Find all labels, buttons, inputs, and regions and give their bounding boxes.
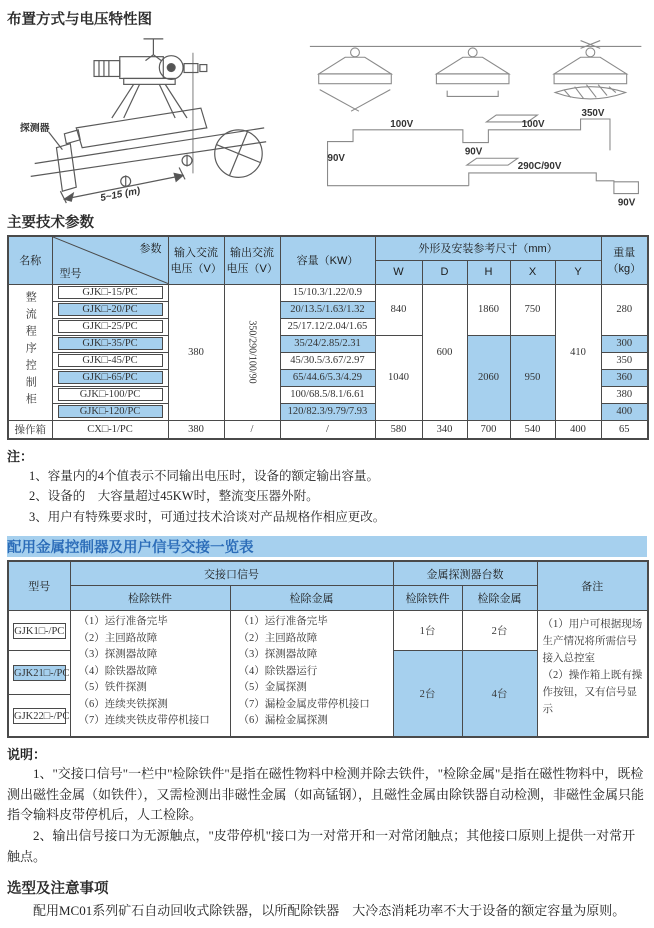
- dim-d-cell: 340: [422, 420, 467, 439]
- dim-y-cell: 400: [555, 420, 601, 439]
- signal-item: （1）运行准备完毕: [238, 616, 328, 628]
- col-header-dimensions: 外形及安装参考尺寸（mm）: [375, 236, 601, 260]
- dim-x-cell: 540: [510, 420, 555, 439]
- capacity-cell: 120/82.3/9.79/7.93: [280, 403, 375, 420]
- iron-signal-list: [70, 611, 230, 737]
- voltage-label: 100V: [521, 118, 545, 130]
- input-voltage-cell: 380: [168, 420, 224, 439]
- table-row: [8, 335, 648, 352]
- capacity-cell: 35/24/2.85/2.31: [280, 335, 375, 352]
- capacity-cell: 15/10.3/1.22/0.9: [280, 284, 375, 301]
- model-cell: GJK□-45/PC: [52, 352, 168, 369]
- note-item: 3、用户有特殊要求时，可通过技术洽谈对产品规格作相应更改。: [29, 509, 386, 524]
- metal-count-cell: 4台: [462, 651, 537, 737]
- model-cell: GJK□-25/PC: [52, 318, 168, 335]
- description-paragraph: 2、输出信号接口为无源触点，"皮带停机"接口为一对常开和一对常闭触点；其他接口原则上提供一对常开触点。: [7, 828, 636, 864]
- col-header-y: Y: [555, 260, 601, 284]
- col-header-remove-metal: 检除金属: [230, 586, 393, 611]
- col-header-h: H: [467, 260, 510, 284]
- col-header-name: 名称: [8, 236, 52, 284]
- capacity-cell: 100/68.5/8.1/6.61: [280, 386, 375, 403]
- signal-item: （4）除铁器故障: [78, 665, 158, 677]
- remark-item: （1）用户可根据现场生产情况将所需信号接入总控室: [542, 619, 643, 665]
- capacity-cell: 65/44.6/5.3/4.29: [280, 369, 375, 386]
- dim-w-cell: 840: [375, 284, 422, 335]
- voltage-profile-diagram: [304, 32, 647, 208]
- model-cell: GJK□-15/PC: [52, 284, 168, 301]
- col-header-model: 型号: [59, 267, 82, 280]
- capacity-cell: 45/30.5/3.67/2.97: [280, 352, 375, 369]
- table-row: [8, 284, 648, 301]
- model-cell: GJK22□-/PC: [8, 695, 70, 737]
- note-item: 2、设备的 大容量超过45KW时，整流变压器外附。: [29, 489, 319, 504]
- col-header-remove-iron: 检除铁件: [70, 586, 230, 611]
- voltage-label: 90V: [464, 146, 483, 158]
- section-title-selection: 选型及注意事项: [7, 880, 109, 897]
- metal-signal-list: [230, 611, 393, 737]
- dim-h-cell: 700: [467, 420, 510, 439]
- dim-h-cell: 1860: [467, 284, 510, 335]
- detector-label: 探测器: [19, 122, 50, 134]
- dim-x-cell: 950: [510, 335, 555, 420]
- col-header-remark: 备注: [537, 561, 648, 611]
- model-cell: CX□-1/PC: [52, 420, 168, 439]
- col-header-weight: 重量（kg）: [601, 236, 648, 284]
- capacity-cell: 25/17.12/2.04/1.65: [280, 318, 375, 335]
- span-dimension-label: 5~15 (m): [99, 185, 142, 204]
- signal-item: （3）探测器故障: [238, 649, 318, 661]
- remark-cell: [537, 611, 648, 737]
- group-name-cell: 整流程序控制柜: [8, 284, 52, 420]
- dim-w-cell: 1040: [375, 335, 422, 420]
- model-cell: GJK□-35/PC: [52, 335, 168, 352]
- iron-count-cell: 1台: [393, 611, 462, 651]
- col-header-capacity: 容量（KW）: [280, 236, 375, 284]
- model-cell: GJK□-65/PC: [52, 369, 168, 386]
- notes-list: [7, 466, 647, 527]
- remark-item: （2）操作箱上既有操作按钮，又有信号显示: [542, 670, 643, 716]
- model-cell: GJK□-20/PC: [52, 301, 168, 318]
- weight-cell: 300: [601, 335, 648, 352]
- section-title-parameters: 主要技术参数: [7, 215, 94, 231]
- signal-table: [7, 560, 649, 738]
- col-header-w: W: [375, 260, 422, 284]
- signal-item: （1）运行准备完毕: [78, 616, 168, 628]
- weight-cell: 350: [601, 352, 648, 369]
- section-title-layout: 布置方式与电压特性图: [7, 12, 152, 28]
- weight-cell: 400: [601, 403, 648, 420]
- col-header-param: 参数: [139, 243, 162, 255]
- description-paragraph: 1、"交接口信号"一栏中"检除铁件"是指在磁性物料中检测并除去铁件，"检除金属"是指在磁性物料中，既检测出磁性金属（如铁件），又需检测出非磁性金属（如高锰钢），且磁性金属由除铁器自动检测，非磁性金属只能指令输料皮带停机后，人工检除。: [7, 765, 645, 823]
- iron-count-cell: 2台: [393, 651, 462, 737]
- dim-d-cell: 600: [422, 284, 467, 420]
- voltage-label: 290C/90V: [517, 161, 562, 173]
- description-label: 说明：: [7, 746, 47, 762]
- model-cell: GJK□-100/PC: [52, 386, 168, 403]
- col-header-remove-metal-count: 检除金属: [462, 586, 537, 611]
- metal-count-cell: 2台: [462, 611, 537, 651]
- col-header-model: 型号: [8, 561, 70, 611]
- signal-item: （2）主回路故障: [78, 632, 158, 644]
- selection-paragraph: 配用MC01系列矿石自动回收式除铁器，以所配除铁器 大冷态消耗功率不大于设备的额定容量为原则。: [33, 902, 626, 918]
- diagram-row: [7, 32, 647, 208]
- capacity-cell: /: [280, 420, 375, 439]
- col-header-output-voltage: 输出交流电压（V）: [224, 236, 280, 284]
- capacity-cell: 20/13.5/1.63/1.32: [280, 301, 375, 318]
- signal-item: （5）铁件探测: [78, 682, 147, 694]
- dim-h-cell: 2060: [467, 335, 510, 420]
- signal-item: （7）连续夹铁皮带停机接口: [78, 715, 210, 727]
- col-header-d: D: [422, 260, 467, 284]
- col-header-remove-iron-count: 检除铁件: [393, 586, 462, 611]
- signal-item: （6）漏检金属探测: [238, 715, 328, 727]
- model-cell: GJK□-120/PC: [52, 403, 168, 420]
- dim-y-cell: 410: [555, 284, 601, 420]
- group-name-cell: 操作箱: [8, 420, 52, 439]
- note-item: 1、容量内的4个值表示不同输出电压时，设备的额定输出容量。: [29, 469, 380, 483]
- model-cell: GJK21□-/PC: [8, 651, 70, 695]
- signal-item: （5）金属探测: [238, 682, 307, 694]
- output-voltage-cell: /: [224, 420, 280, 439]
- layout-diagram: [7, 32, 304, 204]
- voltage-label: 100V: [390, 118, 413, 130]
- table-row: [8, 611, 648, 651]
- input-voltage-cell: 380: [168, 284, 224, 420]
- col-header-detector-count: 金属探测器台数: [393, 561, 537, 586]
- weight-cell: 280: [601, 284, 648, 335]
- signal-item: （4）除铁器运行: [238, 665, 318, 677]
- signal-item: （6）连续夹铁探测: [78, 698, 168, 710]
- weight-cell: 65: [601, 420, 648, 439]
- signal-item: （7）漏检金属皮带停机接口: [238, 698, 370, 710]
- voltage-label: 90V: [327, 153, 345, 165]
- dim-w-cell: 580: [375, 420, 422, 439]
- signal-item: （2）主回路故障: [238, 632, 318, 644]
- voltage-label: 350V: [581, 108, 605, 120]
- model-cell: GJK1□-/PC: [8, 611, 70, 651]
- signal-item: （3）探测器故障: [78, 649, 158, 661]
- section-title-signal-table: 配用金属控制器及用户信号交接一览表: [7, 536, 647, 557]
- weight-cell: 380: [601, 386, 648, 403]
- parameters-table: [7, 235, 649, 440]
- voltage-label: 90V: [617, 197, 636, 208]
- dim-x-cell: 750: [510, 284, 555, 335]
- output-voltage-cell: 350/290/100/90: [224, 284, 280, 420]
- table-row-operation-box: [8, 420, 648, 439]
- col-header-input-voltage: 输入交流电压（V）: [168, 236, 224, 284]
- notes-label: 注：: [7, 449, 34, 464]
- col-header-model-param: [52, 236, 168, 284]
- col-header-x: X: [510, 260, 555, 284]
- col-header-interface-signals: 交接口信号: [70, 561, 393, 586]
- weight-cell: 360: [601, 369, 648, 386]
